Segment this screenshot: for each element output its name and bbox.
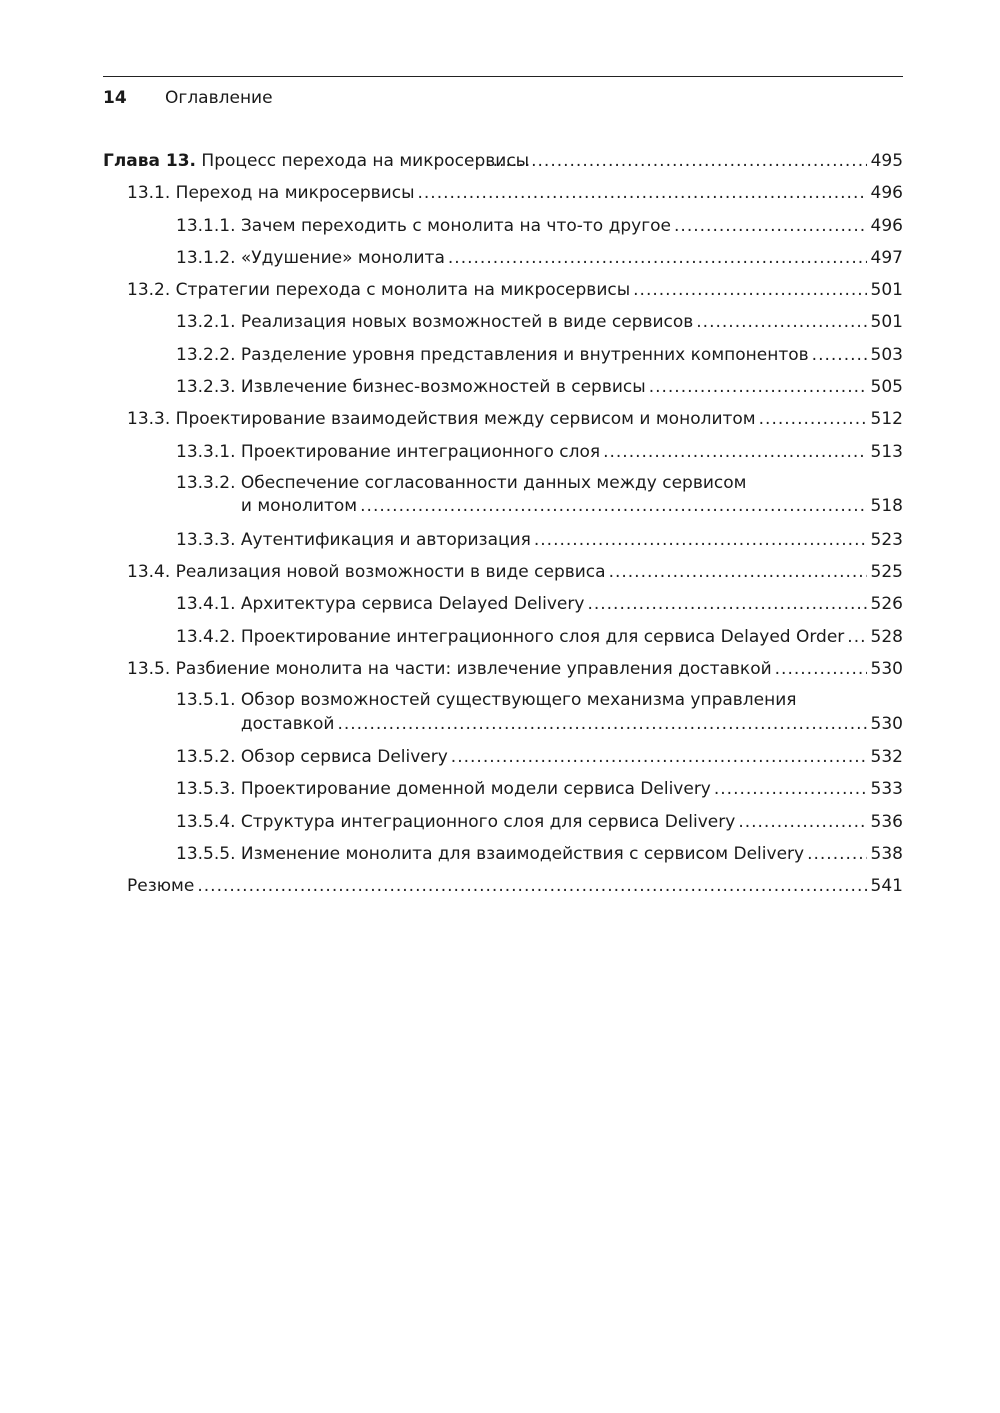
toc-page-number: 501 xyxy=(870,280,903,301)
toc-subsection-13-2-1[interactable] xyxy=(103,306,903,338)
toc-title: Проектирование интеграционного слоя xyxy=(240,441,601,462)
toc-chapter-13[interactable] xyxy=(103,145,903,177)
toc-leader-dots xyxy=(649,371,867,403)
toc-subsection-13-2-2[interactable] xyxy=(103,339,903,371)
toc-subsection-13-2-3[interactable] xyxy=(103,371,903,403)
toc-page-number: 525 xyxy=(870,562,903,583)
toc-page-number: 495 xyxy=(870,151,904,171)
toc-number: 13.5.1. xyxy=(176,690,241,711)
toc-title: Проектирование интеграционного слоя для сервиса Delayed Order xyxy=(240,626,845,647)
toc-page-number: 496 xyxy=(870,215,903,236)
toc-page-number: 526 xyxy=(870,594,903,615)
toc-number: 13.4.2. xyxy=(176,626,241,647)
toc-title: Реализация новой возможности в виде сервиса xyxy=(175,562,606,583)
toc-title: Аутентификация и авторизация xyxy=(240,529,531,550)
toc-leader-dots xyxy=(775,653,867,685)
toc-leader-dots xyxy=(451,741,867,773)
toc-leader-dots xyxy=(448,242,867,274)
toc-title-line1: Обзор возможностей существующего механизма управления xyxy=(240,690,797,711)
toc-title: Реализация новых возможностей в виде сервисов xyxy=(240,312,694,333)
toc-leader-dots xyxy=(696,306,866,338)
toc-number: 13.2.3. xyxy=(176,377,241,398)
toc-number: 13.3. xyxy=(127,409,176,430)
running-header xyxy=(103,86,273,110)
toc-title: «Удушение» монолита xyxy=(240,247,445,268)
toc-title: Извлечение бизнес-возможностей в сервисы xyxy=(240,377,646,398)
toc-leader-dots xyxy=(587,588,866,620)
toc-subsection-13-1-1[interactable] xyxy=(103,210,903,242)
toc-title: Структура интеграционного слоя для сервиса Delivery xyxy=(240,811,736,832)
toc-number: 13.5. xyxy=(127,658,176,679)
toc-title: Процесс перехода на микросервисы xyxy=(196,151,530,171)
toc-page-number: 530 xyxy=(870,658,903,679)
toc-leader-dots xyxy=(812,339,867,371)
toc-number: 13.5.2. xyxy=(176,747,241,768)
toc-subsection-13-5-3[interactable] xyxy=(103,773,903,805)
toc-leader-dots xyxy=(603,436,866,468)
toc-page-number: 533 xyxy=(870,779,903,800)
toc-number: 13.2.1. xyxy=(176,312,241,333)
toc-subsection-13-1-2[interactable] xyxy=(103,242,903,274)
toc-leader-dots xyxy=(360,495,866,519)
toc-subsection-13-4-2[interactable] xyxy=(103,621,903,653)
toc-title: Разделение уровня представления и внутренних компонентов xyxy=(240,344,809,365)
toc-leader-dots xyxy=(486,145,866,177)
toc-leader-dots xyxy=(738,806,866,838)
toc-leader-dots xyxy=(674,210,867,242)
header-page-number: 14 xyxy=(103,88,127,108)
toc-page-number: 505 xyxy=(870,377,903,398)
toc-label: Глава 13. xyxy=(103,151,197,171)
toc-title: Резюме xyxy=(127,876,195,897)
toc-leader-dots xyxy=(337,713,866,737)
toc-subsection-13-3-1[interactable] xyxy=(103,436,903,468)
toc-number: 13.5.5. xyxy=(176,843,241,864)
toc-number: 13.3.3. xyxy=(176,529,241,550)
toc-number: 13.3.2. xyxy=(176,472,241,493)
toc-number: 13.3.1. xyxy=(176,441,241,462)
toc-subsection-13-5-2[interactable] xyxy=(103,741,903,773)
toc-leader-dots xyxy=(609,556,867,588)
toc-number: 13.2. xyxy=(127,280,176,301)
toc-title: Зачем переходить с монолита на что-то другое xyxy=(240,215,672,236)
toc-page-number: 530 xyxy=(870,713,903,734)
toc-subsection-13-4-1[interactable] xyxy=(103,588,903,620)
toc-leader-dots xyxy=(847,621,866,653)
toc-page-number: 503 xyxy=(870,344,903,365)
toc-number: 13.1.1. xyxy=(176,215,241,236)
toc-page-number: 532 xyxy=(870,747,903,768)
toc-page-number: 523 xyxy=(870,529,903,550)
toc-page-number: 518 xyxy=(870,496,903,517)
header-rule xyxy=(103,76,903,77)
toc-leader-dots xyxy=(807,838,866,870)
toc-subsection-13-3-2[interactable] xyxy=(103,468,903,524)
toc-number: 13.4. xyxy=(127,562,176,583)
header-section-title: Оглавление xyxy=(165,88,273,108)
toc-page-number: 501 xyxy=(870,312,903,333)
toc-number: 13.1. xyxy=(127,183,176,204)
toc-number: 13.5.3. xyxy=(176,779,241,800)
toc-leader-dots xyxy=(534,524,867,556)
toc-section-13-3[interactable] xyxy=(103,403,903,435)
toc-page-number: 497 xyxy=(870,247,903,268)
toc-number: 13.1.2. xyxy=(176,247,241,268)
toc-leader-dots xyxy=(759,403,867,435)
toc-number: 13.4.1. xyxy=(176,594,241,615)
toc-title: Проектирование доменной модели сервиса Delivery xyxy=(240,779,711,800)
toc-page-number: 528 xyxy=(870,626,903,647)
toc-page-number: 496 xyxy=(870,183,903,204)
toc-subsection-13-5-1[interactable] xyxy=(103,685,903,741)
toc-subsection-13-3-3[interactable] xyxy=(103,524,903,556)
toc-section-13-2[interactable] xyxy=(103,274,903,306)
toc-title: Изменение монолита для взаимодействия с сервисом Delivery xyxy=(240,843,805,864)
toc-leader-dots xyxy=(418,177,867,209)
toc-title: Обзор сервиса Delivery xyxy=(240,747,448,768)
toc-page-number: 541 xyxy=(870,876,903,897)
toc-title: Переход на микросервисы xyxy=(175,183,415,204)
table-of-contents xyxy=(103,145,903,903)
toc-leader-dots xyxy=(714,773,867,805)
toc-subsection-13-5-4[interactable] xyxy=(103,806,903,838)
toc-number: 13.2.2. xyxy=(176,344,241,365)
toc-title-line1: Обеспечение согласованности данных между сервисом xyxy=(240,472,747,493)
toc-title: Проектирование взаимодействия между сервисом и монолитом xyxy=(175,409,756,430)
toc-page-number: 513 xyxy=(870,441,903,462)
toc-leader-dots xyxy=(197,870,866,902)
toc-section-13-5[interactable] xyxy=(103,653,903,685)
toc-page-number: 538 xyxy=(870,843,903,864)
toc-leader-dots xyxy=(633,274,866,306)
toc-subsection-13-5-5[interactable] xyxy=(103,838,903,870)
toc-title: Стратегии перехода с монолита на микросервисы xyxy=(175,280,631,301)
toc-title: Архитектура сервиса Delayed Delivery xyxy=(240,594,585,615)
toc-title-line2: и монолитом xyxy=(240,496,358,517)
toc-number: 13.5.4. xyxy=(176,811,241,832)
toc-page-number: 536 xyxy=(870,811,903,832)
toc-section-13-1[interactable] xyxy=(103,177,903,209)
toc-title-line2: доставкой xyxy=(240,713,335,734)
toc-title: Разбиение монолита на части: извлечение управления доставкой xyxy=(175,658,772,679)
toc-section-13-4[interactable] xyxy=(103,556,903,588)
toc-page-number: 512 xyxy=(870,409,903,430)
toc-summary[interactable] xyxy=(103,870,903,902)
